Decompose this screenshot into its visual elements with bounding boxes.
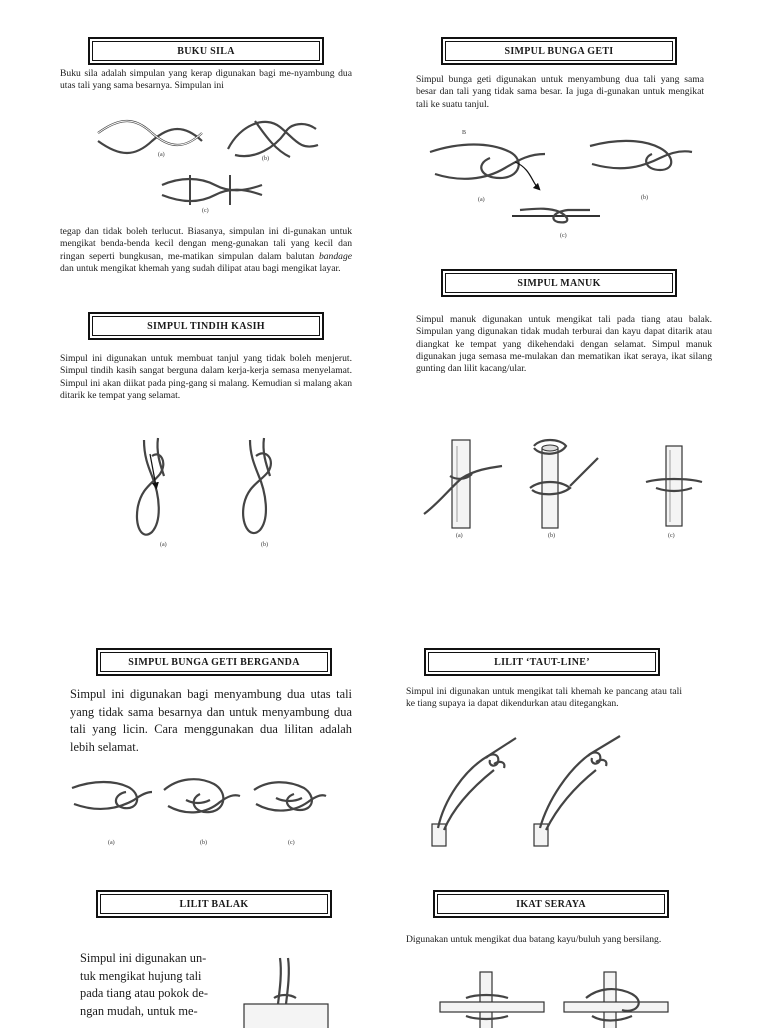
simpul-bunga-geti-berganda-illustration [68,770,328,840]
simpul-tindih-kasih-illustration [130,436,310,546]
section-title-simpul-tindih-kasih: SIMPUL TINDIH KASIH [88,312,324,340]
bowline-diagram-b [243,438,271,533]
clove-hitch-diagram-b [530,440,598,528]
section-title-simpul-bunga-geti: SIMPUL BUNGA GETI [441,37,677,65]
double-sheet-bend-c [254,782,326,810]
section-title-lilit-balak: LILIT BALAK [96,890,332,918]
section-title-simpul-bunga-geti-berganda: SIMPUL BUNGA GETI BERGANDA [96,648,332,676]
knot-diagram-a [98,121,202,153]
simpul-bunga-geti-caption-c: (c) [560,233,567,239]
section-title-ikat-seraya: IKAT SERAYA [433,890,669,918]
simpul-manuk-caption-c: (c) [668,533,675,539]
clove-hitch-diagram-c [646,446,702,526]
section-title-buku-sila: BUKU SILA [88,37,324,65]
bandage-emphasis: bandage [318,250,352,262]
section-title-lilit-taut-line: LILIT ‘TAUT-LINE’ [424,648,660,676]
ikat-seraya-text: Digunakan untuk mengikat dua batang kayu/buluh yang bersilang. [406,934,662,945]
simpul-bunga-geti-illustration [420,124,710,234]
knot-diagram-b [228,121,318,157]
timber-hitch-diagram [244,958,328,1028]
knot-diagram-b [590,141,692,170]
simpul-bunga-geti-berganda-text: Simpul ini digunakan bagi menyambung dua utas tali yang tidak sama besarnya dan untuk menyambung dua tali yang licin. Cara menggunakan dua lilitan adalah lebih selamat. [70,687,352,754]
buku-sila-caption-a: (a) [158,152,165,158]
svg-text:B: B [462,130,467,136]
knot-diagram-a [430,130,545,188]
simpul-tindih-kasih-caption-b: (b) [261,542,268,548]
simpul-manuk-illustration [420,436,710,536]
square-lashing-diagram-b [564,972,668,1028]
simpul-bunga-geti-caption-a: (a) [478,197,485,203]
taut-line-diagram-b [534,736,620,846]
ikat-seraya-illustration [436,968,676,1028]
buku-sila-text-2: tegap dan tidak boleh terlucut. Biasanya, simpulan ini di-gunakan untuk mengikat benda-benda kecil dengan meng-gunakan tali yang kecil dan ringan seperti bungkusan, me-matikan simpulan dalam balutan bandage dan untuk mengikat khemah yang sudah dilipat atau bagi mengikat layar. [60,226,352,274]
lilit-taut-line-text: Simpul ini digunakan untuk mengikat tali khemah ke pancang atau tali ke tiang supaya ia dapat dikendurkan atau ditegangkan. [406,686,682,710]
double-sheet-bend-b [164,779,240,812]
simpul-bunga-geti-text: Simpul bunga geti digunakan untuk menyambung dua tali yang sama besar dan tali yang tidak sama besar. Ia juga di-gunakan untuk mengikat tali ke suatu tanjul. [416,74,704,110]
bowline-diagram-a [137,438,164,535]
lilit-taut-line-illustration [424,730,644,850]
section-title-simpul-manuk: SIMPUL MANUK [441,269,677,297]
taut-line-diagram-a [432,738,516,846]
knot-diagram-c [162,175,262,205]
clove-hitch-diagram-a [424,440,502,528]
simpul-bunga-geti-caption-b: (b) [641,195,648,201]
simpul-bunga-geti-berganda-caption-c: (c) [288,840,295,846]
simpul-manuk-text: Simpul manuk digunakan untuk mengikat tali pada tiang atau balak. Simpulan yang digunakan tidak mudah terburai dan kayu dapat ditarik atau diangkat ke tempat yang dikehendaki dengan selamat. Simpul manuk digunakan juga semasa me-mulakan dan mematikan ikat seraya, ikat silang gunting dan lilit kacang/ular. [416,314,712,375]
lilit-balak-illustration [240,958,330,1028]
simpul-bunga-geti-berganda-caption-b: (b) [200,840,207,846]
lilit-balak-text: Simpul ini digunakan un-tuk mengikat hujung tali pada tiang atau pokok de-ngan mudah, untuk me- [80,951,208,1018]
buku-sila-illustration [90,105,330,215]
square-lashing-diagram-a [440,972,544,1028]
buku-sila-caption-b: (b) [262,156,269,162]
double-sheet-bend-a [72,782,152,809]
simpul-tindih-kasih-caption-a: (a) [160,542,167,548]
simpul-bunga-geti-berganda-caption-a: (a) [108,840,115,846]
simpul-manuk-caption-b: (b) [548,533,555,539]
simpul-tindih-kasih-text: Simpul ini digunakan untuk membuat tanjul yang tidak boleh menjerut. Simpul tindih kasih sangat berguna dalam kerja-kerja semasa menyelamat. Simpul ini akan diikat pada ping-gang si malang. Kemudian si malang akan ditarik ke tempat yang selamat. [60,353,352,401]
knot-diagram-c [512,209,600,223]
buku-sila-caption-c: (c) [202,208,209,214]
simpul-manuk-caption-a: (a) [456,533,463,539]
buku-sila-text-1: Buku sila adalah simpulan yang kerap digunakan bagi me-nyambung dua utas tali yang sama besarnya. Simpulan ini [60,68,352,92]
